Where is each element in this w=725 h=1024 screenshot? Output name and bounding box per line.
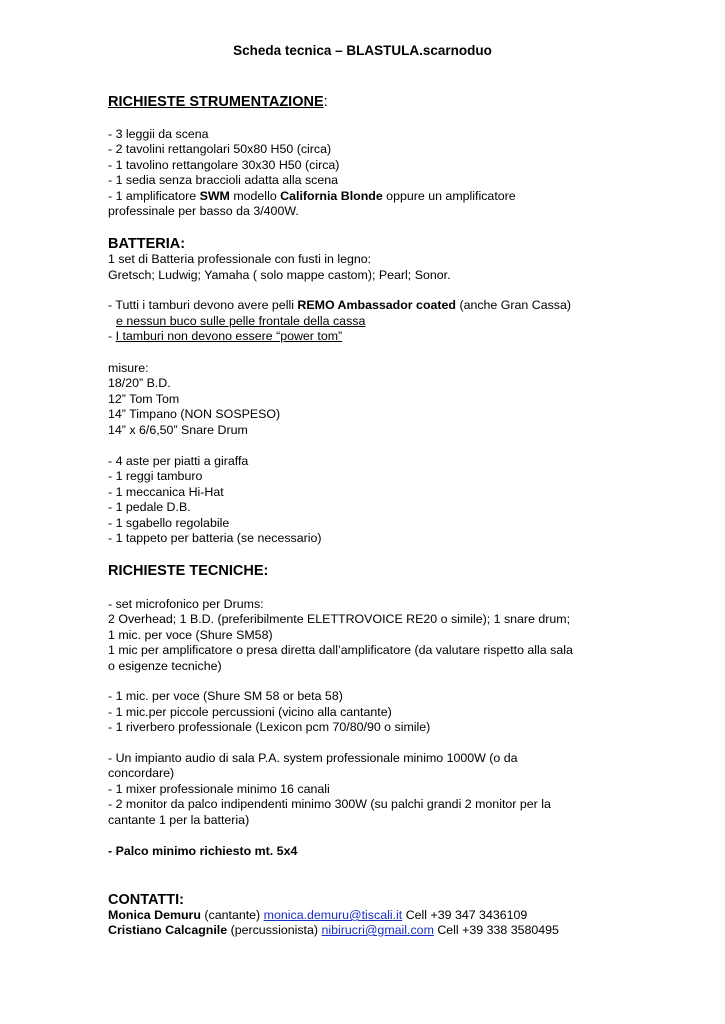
batteria-line: 1 set di Batteria professionale con fusti in legno: (108, 252, 372, 266)
contact-role: (percussionista) (227, 923, 322, 937)
contact-row (108, 923, 559, 938)
power-tom-requirement (108, 329, 342, 344)
pa-line: - 1 mixer professionale minimo 16 canali (108, 782, 330, 796)
contact-role: (cantante) (200, 908, 264, 922)
mic-line: - set microfonico per Drums: (108, 597, 264, 611)
email-link[interactable]: monica.demuru@tiscali.it (263, 908, 403, 922)
misura-item: 14” Timpano (NON SOSPESO) (108, 407, 281, 421)
email-link[interactable]: nibirucri@gmail.com (321, 923, 434, 937)
text-run: - 1 amplificatore (108, 189, 200, 203)
mic-line: 1 mic per amplificatore o presa diretta dall’amplificatore (da valutare rispetto alla sala (108, 643, 573, 657)
misura-item: 14” x 6/6,50” Snare Drum (108, 423, 248, 437)
list-item: - 2 tavolini rettangolari 50x80 H50 (circa) (108, 142, 332, 156)
list-item-amplifier (108, 189, 516, 204)
contact-name: Cristiano Calcagnile (108, 923, 228, 937)
heading-strumentazione (108, 94, 328, 110)
pa-line: - 2 monitor da palco indipendenti minimo 300W (su palchi grandi 2 monitor per la (108, 797, 551, 811)
contact-row (108, 908, 527, 923)
hardware-item: - 1 reggi tamburo (108, 469, 203, 483)
voice-line: - 1 mic. per voce (Shure SM 58 or beta 58) (108, 689, 343, 703)
hardware-item: - 1 sgabello regolabile (108, 516, 230, 530)
pa-line: cantante 1 per la batteria) (108, 813, 250, 827)
misure-label: misure: (108, 361, 149, 375)
hardware-item: - 4 aste per piatti a giraffa (108, 454, 249, 468)
pa-line: concordare) (108, 766, 175, 780)
voice-line: - 1 riverbero professionale (Lexicon pcm 70/80/90 o simile) (108, 720, 431, 734)
contact-phone: Cell +39 347 3436109 (402, 908, 528, 922)
batteria-brands: Gretsch; Ludwig; Yamaha ( solo mappe castom); Pearl; Sonor. (108, 268, 451, 282)
heading-colon: : (323, 94, 328, 110)
misura-item: 12” Tom Tom (108, 392, 180, 406)
list-item: - 1 sedia senza braccioli adatta alla scena (108, 173, 339, 187)
mic-line: o esigenze tecniche) (108, 659, 222, 673)
list-item: - 1 tavolino rettangolare 30x30 H50 (circa) (108, 158, 340, 172)
heading-strumentazione-text: RICHIESTE STRUMENTAZIONE (108, 94, 324, 110)
underlined-text: I tamburi non devono essere “power tom” (115, 329, 343, 343)
text-run: modello (229, 189, 281, 203)
heading-contatti: CONTATTI: (108, 892, 184, 908)
bold-drumhead: REMO Ambassador coated (297, 298, 456, 312)
voice-line: - 1 mic.per piccole percussioni (vicino alla cantante) (108, 705, 392, 719)
pelli-continuation: e nessun buco sulle pelle frontale della cassa (116, 314, 366, 328)
hardware-item: - 1 meccanica Hi-Hat (108, 485, 224, 499)
text-run: - (108, 329, 116, 343)
text-run: (anche Gran Cassa) (456, 298, 572, 312)
list-item-continuation: professinale per basso da 3/400W. (108, 204, 299, 218)
hardware-item: - 1 tappeto per batteria (se necessario) (108, 531, 322, 545)
palco-requirement: - Palco minimo richiesto mt. 5x4 (108, 844, 298, 858)
text-run: oppure un amplificatore (382, 189, 516, 203)
heading-tecniche: RICHIESTE TECNICHE: (108, 563, 269, 579)
text-run: - Tutti i tamburi devono avere pelli (108, 298, 298, 312)
misura-item: 18/20” B.D. (108, 376, 171, 390)
bold-model: California Blonde (280, 189, 383, 203)
document-title: Scheda tecnica – BLASTULA.scarnoduo (233, 43, 492, 58)
bold-brand: SWM (199, 189, 230, 203)
pa-line: - Un impianto audio di sala P.A. system professionale minimo 1000W (o da (108, 751, 518, 765)
mic-line: 2 Overhead; 1 B.D. (preferibilmente ELETTROVOICE RE20 o simile); 1 snare drum; (108, 612, 571, 626)
mic-line: 1 mic. per voce (Shure SM58) (108, 628, 273, 642)
heading-batteria: BATTERIA: (108, 236, 186, 252)
contact-name: Monica Demuru (108, 908, 201, 922)
list-item: - 3 leggii da scena (108, 127, 209, 141)
pelli-requirement (108, 298, 571, 313)
contact-phone: Cell +39 338 3580495 (433, 923, 559, 937)
hardware-item: - 1 pedale D.B. (108, 500, 191, 514)
